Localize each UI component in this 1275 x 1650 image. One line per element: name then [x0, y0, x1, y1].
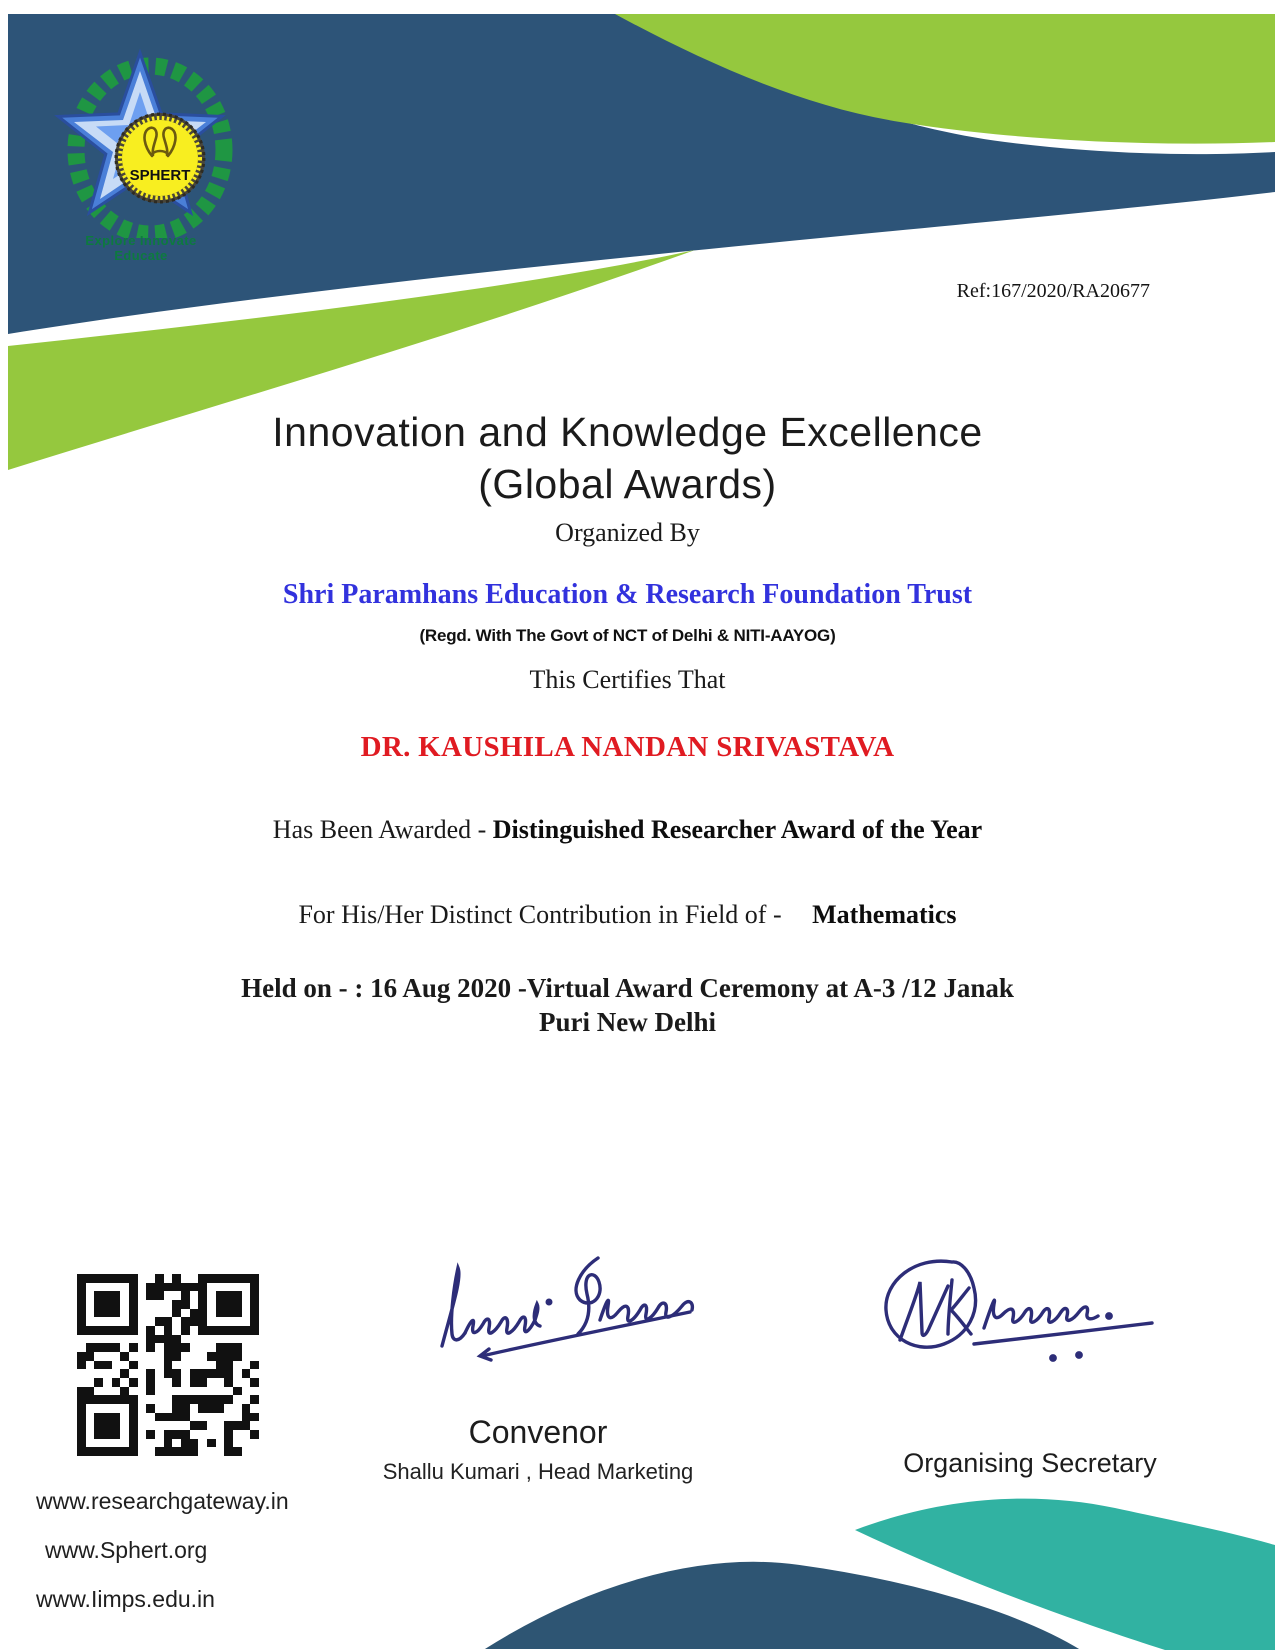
field-prefix: For His/Her Distinct Contribution in Field of -	[298, 900, 789, 929]
certifies-label: This Certifies That	[529, 665, 726, 694]
website-iimps: www.Iimps.edu.in	[36, 1586, 215, 1612]
reference-number: Ref:167/2020/RA20677	[956, 280, 1150, 302]
logo-tagline: Explore Innovate Educate	[85, 233, 197, 263]
signature-role-secretary: Organising Secretary	[903, 1448, 1157, 1478]
event-line	[20, 971, 1235, 1039]
title-line-1: Innovation and Knowledge Excellence	[272, 409, 983, 455]
recipient-name: DR. KAUSHILA NANDAN SRIVASTAVA	[360, 731, 895, 763]
organization-name: Shri Paramhans Education & Research Foundation Trust	[282, 579, 973, 610]
secretary-signature-icon	[856, 1248, 1188, 1370]
signature-detail-convenor: Shallu Kumari , Head Marketing	[382, 1459, 694, 1484]
bottom-decoration	[0, 1390, 1275, 1650]
convenor-signature-icon	[428, 1250, 728, 1380]
field-value: Mathematics	[812, 900, 957, 929]
website-researchgateway: www.researchgateway.in	[36, 1488, 289, 1514]
event-line-1: Held on - : 16 Aug 2020 -Virtual Award Ceremony at A-3 /12 Janak	[241, 973, 1014, 1003]
website-sphert: www.Sphert.org	[45, 1537, 208, 1563]
award-line	[20, 815, 1235, 845]
title-line-2: (Global Awards)	[478, 461, 777, 507]
sphert-logo	[40, 28, 260, 238]
sphert-medallion	[115, 113, 205, 203]
signature-role-convenor: Convenor	[468, 1414, 608, 1450]
organized-by-label: Organized By	[555, 518, 700, 547]
logo-text: SPHERT	[129, 167, 191, 184]
award-prefix: Has Been Awarded -	[272, 815, 493, 844]
award-title: Distinguished Researcher Award of the Year	[492, 815, 983, 844]
event-line-2: Puri New Delhi	[539, 1007, 716, 1037]
registration-note: (Regd. With The Govt of NCT of Delhi & NITI-AAYOG)	[419, 626, 836, 645]
certificate-title	[20, 406, 1235, 510]
field-line	[20, 900, 1235, 930]
